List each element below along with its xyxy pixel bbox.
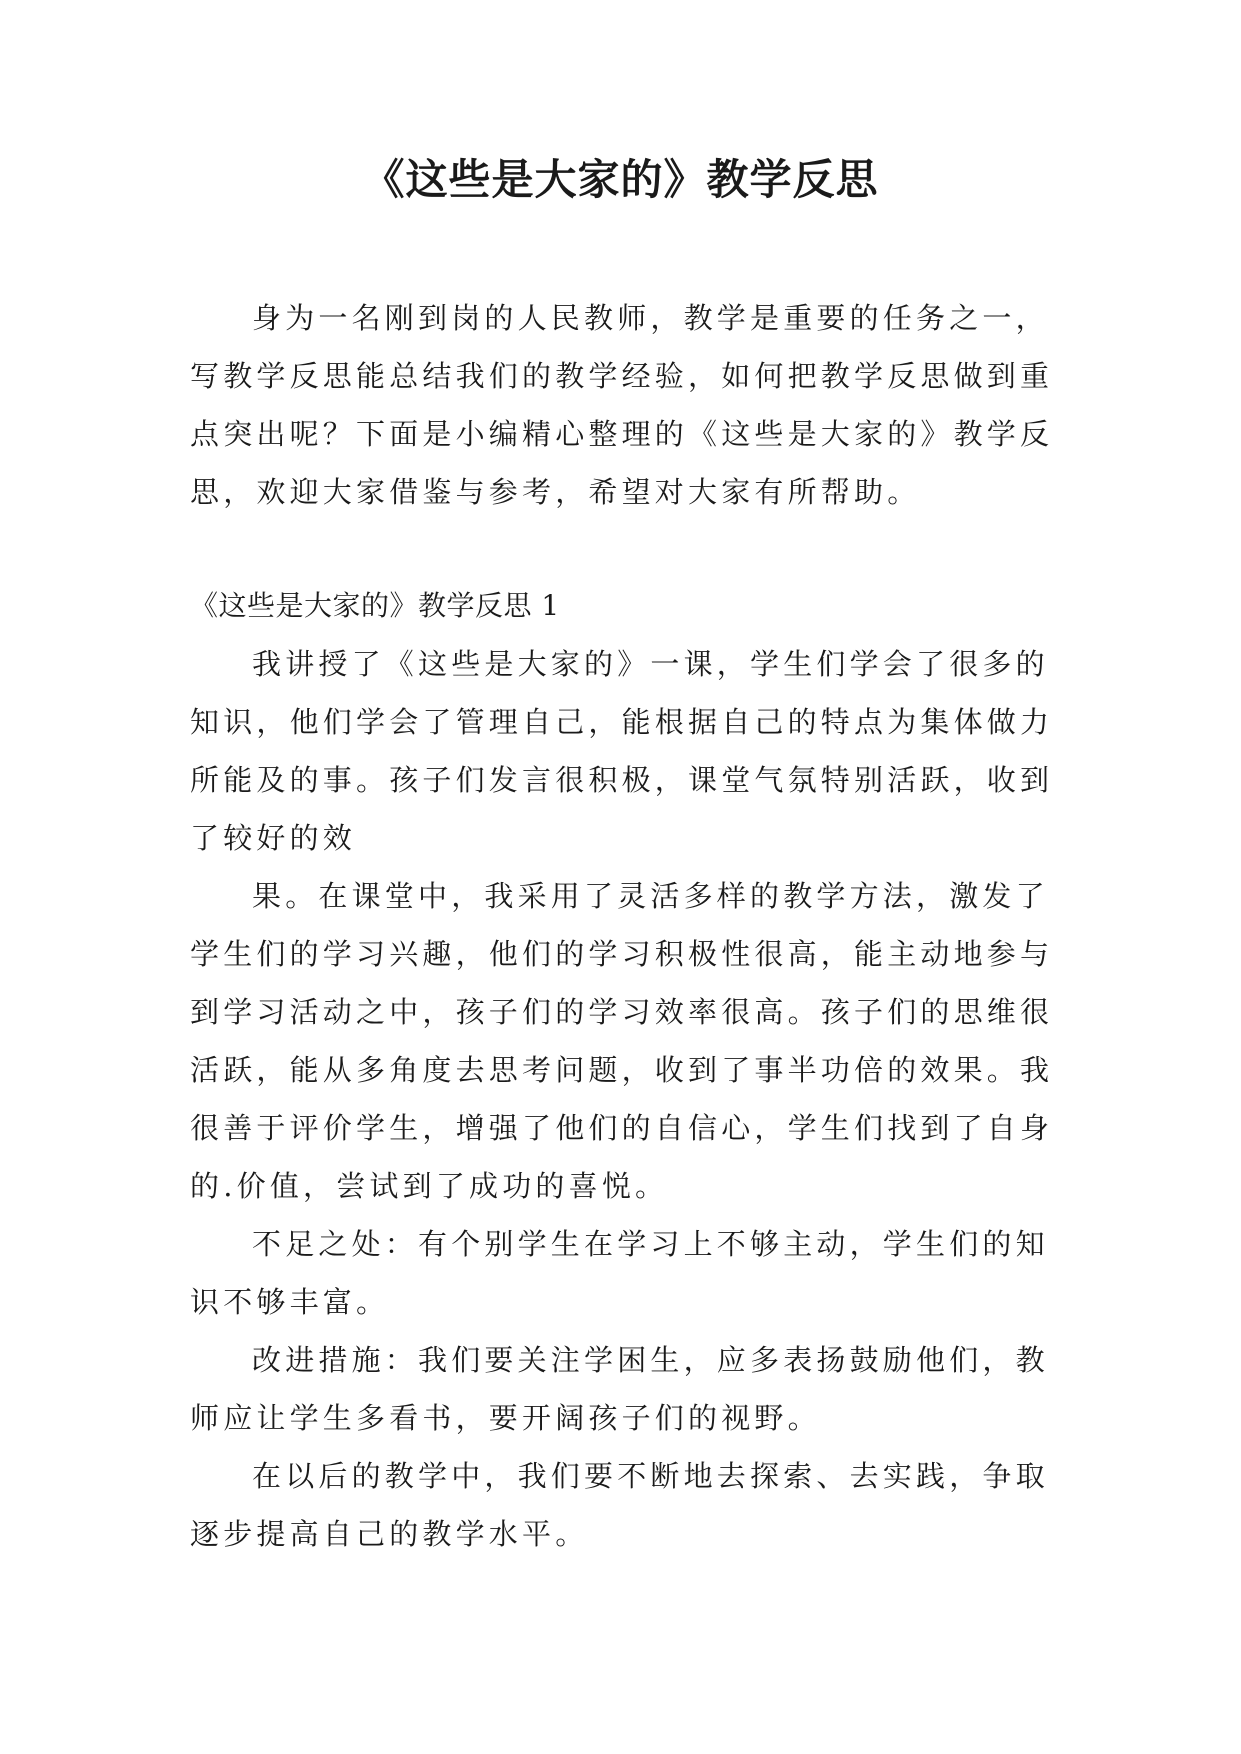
- body-line: 学生们的学习兴趣，他们的学习积极性很高，能主动地参与: [190, 937, 1054, 971]
- body-line: 活跃，能从多角度去思考问题，收到了事半功倍的效果。我: [190, 1053, 1054, 1087]
- body-line: 逐步提高自己的教学水平。: [190, 1517, 589, 1551]
- body-line: 到学习活动之中，孩子们的学习效率很高。孩子们的思维很: [190, 995, 1054, 1029]
- body-line: 知识，他们学会了管理自己，能根据自己的特点为集体做力: [190, 705, 1054, 739]
- body-line: 了较好的效: [190, 821, 357, 855]
- section-heading: 《这些是大家的》教学反思 1: [190, 589, 560, 622]
- intro-line: 身为一名刚到岗的人民教师，教学是重要的任务之一，: [252, 301, 1049, 335]
- body-line: 识不够丰富。: [190, 1285, 390, 1319]
- body-line: 改进措施：我们要关注学困生，应多表扬鼓励他们，教: [252, 1343, 1049, 1377]
- body-line: 在以后的教学中，我们要不断地去探索、去实践，争取: [252, 1459, 1049, 1493]
- intro-line: 思，欢迎大家借鉴与参考，希望对大家有所帮助。: [190, 475, 921, 509]
- body-line: 的.价值，尝试到了成功的喜悦。: [190, 1169, 669, 1203]
- body-line: 很善于评价学生，增强了他们的自信心，学生们找到了自身: [190, 1111, 1054, 1145]
- body-line: 师应让学生多看书，要开阔孩子们的视野。: [190, 1401, 821, 1435]
- body-line: 果。在课堂中，我采用了灵活多样的教学方法，激发了: [252, 879, 1049, 913]
- body-line: 所能及的事。孩子们发言很积极，课堂气氛特别活跃，收到: [190, 763, 1054, 797]
- intro-line: 点突出呢？下面是小编精心整理的《这些是大家的》教学反: [190, 417, 1054, 451]
- body-line: 不足之处：有个别学生在学习上不够主动，学生们的知: [252, 1227, 1049, 1261]
- body-line: 我讲授了《这些是大家的》一课，学生们学会了很多的: [252, 647, 1049, 681]
- document-title: 《这些是大家的》教学反思: [362, 155, 879, 204]
- intro-line: 写教学反思能总结我们的教学经验，如何把教学反思做到重: [190, 359, 1054, 393]
